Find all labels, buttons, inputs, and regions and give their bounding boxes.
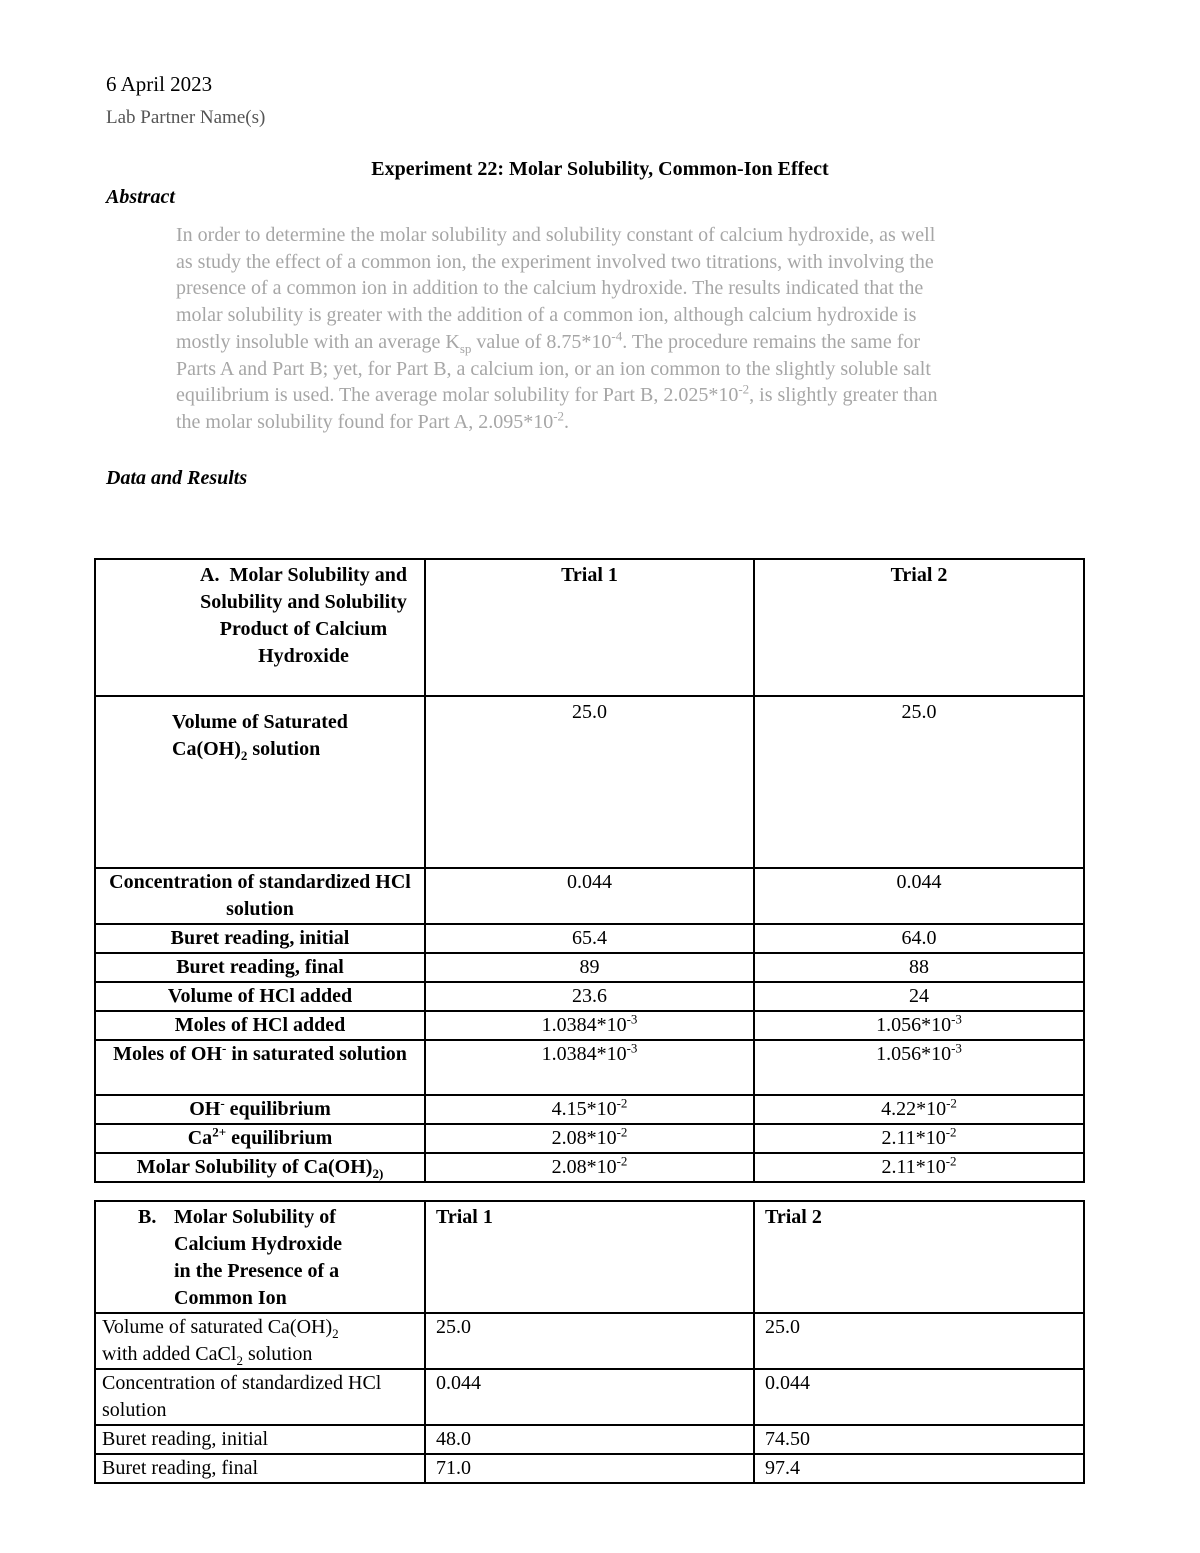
- label-text: Volume of Saturated Ca(OH): [172, 711, 348, 760]
- value-base: 1.0384*10: [541, 1043, 627, 1065]
- cell-value: 74.50: [754, 1425, 1084, 1454]
- row-label-text: [172, 709, 402, 763]
- exponent: -2: [945, 1124, 957, 1140]
- abstract-text: . The procedure remains the same for: [622, 330, 921, 353]
- subscript: 2: [332, 1326, 339, 1341]
- exponent: -2: [616, 1095, 628, 1111]
- cell-value: [754, 1011, 1084, 1040]
- subscript: 2): [372, 1166, 384, 1181]
- value-base: 4.15*10: [551, 1098, 617, 1120]
- abstract-line: Parts A and Part B; yet, for Part B, a calcium ion, or an ion common to the slightly soluble salt: [176, 357, 931, 380]
- table-row: [95, 953, 1084, 982]
- table-header-row: [95, 559, 1084, 696]
- row-label: Buret reading, initial: [95, 924, 425, 953]
- lab-partner-names: Lab Partner Name(s): [106, 107, 266, 128]
- heading-text: Molar Solubility and Solubility and Solubility Product of Calcium Hydroxide: [200, 564, 407, 667]
- row-label: Concentration of standardized HCl solution: [95, 868, 425, 924]
- value-base: 1.056*10: [876, 1014, 952, 1036]
- cell-value: [754, 1040, 1084, 1095]
- date: 6 April 2023: [106, 72, 213, 96]
- cell-value: 25.0: [425, 696, 754, 868]
- data-results-heading: Data and Results: [106, 467, 248, 489]
- table-b-heading: [95, 1201, 425, 1313]
- table-a-heading-text: [196, 562, 411, 670]
- exponent: -2: [946, 1095, 957, 1111]
- exponent: -3: [951, 1011, 962, 1027]
- cell-value: 0.044: [425, 1369, 754, 1425]
- subscript: 2: [240, 748, 248, 763]
- table-row: [95, 1369, 1084, 1425]
- table-row: [95, 982, 1084, 1011]
- cell-value: 25.0: [754, 696, 1084, 868]
- abstract-text: the molar solubility found for Part A, 2.095*10: [176, 410, 554, 433]
- row-label: [95, 696, 425, 868]
- table-part-b: [94, 1200, 1085, 1484]
- cell-value: [425, 1011, 754, 1040]
- heading-line: in the Presence of a: [174, 1260, 340, 1282]
- heading-line: Common Ion: [174, 1287, 287, 1309]
- cell-value: [754, 1153, 1084, 1182]
- cell-value: 23.6: [425, 982, 754, 1011]
- label-text: Molar Solubility of Ca(OH): [136, 1156, 373, 1178]
- cell-value: 97.4: [754, 1454, 1084, 1483]
- row-label: [95, 1153, 425, 1182]
- label-text: with added CaCl: [102, 1343, 237, 1365]
- table-b-heading-text: [138, 1204, 418, 1312]
- cell-value: [425, 1153, 754, 1182]
- table-row: [95, 1095, 1084, 1124]
- label-text: solution: [242, 1343, 313, 1365]
- cell-value: 0.044: [754, 1369, 1084, 1425]
- cell-value: [754, 1124, 1084, 1153]
- abstract-line: presence of a common ion in addition to the calcium hydroxide. The results indicated that the: [176, 277, 924, 300]
- exponent: -2: [616, 1124, 628, 1140]
- table-row: [95, 924, 1084, 953]
- row-label: Concentration of standardized HCl solution: [95, 1369, 425, 1425]
- cell-value: 88: [754, 953, 1084, 982]
- trial-2-header: Trial 2: [754, 559, 1084, 696]
- cell-value: 64.0: [754, 924, 1084, 953]
- label-text: Ca: [187, 1127, 213, 1149]
- row-label: [95, 1124, 425, 1153]
- table-row: [95, 1124, 1084, 1153]
- trial-2-header: Trial 2: [754, 1201, 1084, 1313]
- value-base: 2.08*10: [551, 1127, 617, 1149]
- abstract-text: equilibrium is used. The average molar solubility for Part B, 2.025*10: [176, 384, 739, 407]
- row-label: Buret reading, final: [95, 1454, 425, 1483]
- table-row: [95, 1313, 1084, 1369]
- cell-value: [425, 1095, 754, 1124]
- label-text: in saturated solution: [226, 1043, 407, 1065]
- table-row: [95, 1153, 1084, 1182]
- cell-value: 0.044: [425, 868, 754, 924]
- table-row: [95, 1040, 1084, 1095]
- cell-value: [425, 1040, 754, 1095]
- cell-value: [425, 1124, 754, 1153]
- abstract-line: In order to determine the molar solubility and solubility constant of calcium hydroxide, as well: [176, 224, 936, 246]
- value-base: 2.11*10: [881, 1156, 946, 1178]
- cell-value: 48.0: [425, 1425, 754, 1454]
- ksp-subscript: sp: [459, 340, 472, 356]
- abstract-body: [176, 222, 1076, 436]
- table-part-a: [94, 558, 1085, 1183]
- value-base: 1.056*10: [876, 1043, 952, 1065]
- exponent: -3: [626, 1011, 638, 1027]
- label-text: equilibrium: [224, 1098, 331, 1120]
- exponent: -2: [945, 1153, 957, 1169]
- heading-line: Calcium Hydroxide: [174, 1233, 342, 1255]
- row-label: [95, 1095, 425, 1124]
- row-label: [95, 1040, 425, 1095]
- abstract-text: value of 8.75*10: [471, 330, 612, 353]
- abstract-text: mostly insoluble with an average K: [176, 330, 460, 353]
- superscript: -: [220, 1095, 225, 1111]
- label-text: solution: [247, 738, 321, 760]
- exponent: -2: [738, 381, 750, 397]
- label-text: Moles of OH: [113, 1043, 222, 1065]
- row-label: Moles of HCl added: [95, 1011, 425, 1040]
- row-label: Buret reading, initial: [95, 1425, 425, 1454]
- abstract-line: [176, 382, 1076, 409]
- subscript: 2: [236, 1353, 243, 1368]
- value-base: 2.08*10: [551, 1156, 617, 1178]
- superscript: -: [221, 1040, 227, 1056]
- table-row: [95, 696, 1084, 868]
- exponent: -2: [553, 408, 565, 424]
- list-marker: B.: [138, 1206, 157, 1228]
- value-base: 2.11*10: [881, 1127, 946, 1149]
- heading-line: Molar Solubility of: [174, 1206, 336, 1228]
- exponent: -2: [616, 1153, 628, 1169]
- row-label: Volume of HCl added: [95, 982, 425, 1011]
- cell-value: 25.0: [425, 1313, 754, 1369]
- cell-value: 25.0: [754, 1313, 1084, 1369]
- table-row: [95, 1011, 1084, 1040]
- table-a-heading: [95, 559, 425, 696]
- abstract-heading: Abstract: [106, 186, 175, 208]
- trial-1-header: Trial 1: [425, 1201, 754, 1313]
- cell-value: 89: [425, 953, 754, 982]
- cell-value: 24: [754, 982, 1084, 1011]
- label-text: OH: [189, 1098, 221, 1120]
- table-header-row: [95, 1201, 1084, 1313]
- superscript: 2+: [212, 1124, 227, 1140]
- page-title: Experiment 22: Molar Solubility, Common-Ion Effect: [371, 158, 829, 180]
- exponent: -3: [626, 1040, 638, 1056]
- value-base: 1.0384*10: [541, 1014, 627, 1036]
- abstract-line: [176, 409, 1076, 436]
- abstract-text: , is slightly greater than: [749, 384, 938, 407]
- cell-value: 71.0: [425, 1454, 754, 1483]
- exponent: -3: [951, 1040, 962, 1056]
- abstract-line: [176, 329, 1076, 356]
- table-row: [95, 868, 1084, 924]
- table-row: [95, 1425, 1084, 1454]
- label-text: Volume of saturated Ca(OH): [102, 1316, 333, 1338]
- exponent: -4: [611, 328, 623, 344]
- cell-value: [754, 1095, 1084, 1124]
- table-row: [95, 1454, 1084, 1483]
- cell-value: 0.044: [754, 868, 1084, 924]
- cell-value: 65.4: [425, 924, 754, 953]
- value-base: 4.22*10: [881, 1098, 947, 1120]
- list-marker: A.: [200, 564, 220, 586]
- label-text: equilibrium: [226, 1127, 333, 1149]
- trial-1-header: Trial 1: [425, 559, 754, 696]
- row-label: [95, 1313, 425, 1369]
- abstract-line: as study the effect of a common ion, the experiment involved two titrations, with involving the: [176, 250, 934, 273]
- row-label: Buret reading, final: [95, 953, 425, 982]
- abstract-text: .: [564, 410, 570, 433]
- abstract-line: molar solubility is greater with the addition of a common ion, although calcium hydroxide is: [176, 304, 917, 327]
